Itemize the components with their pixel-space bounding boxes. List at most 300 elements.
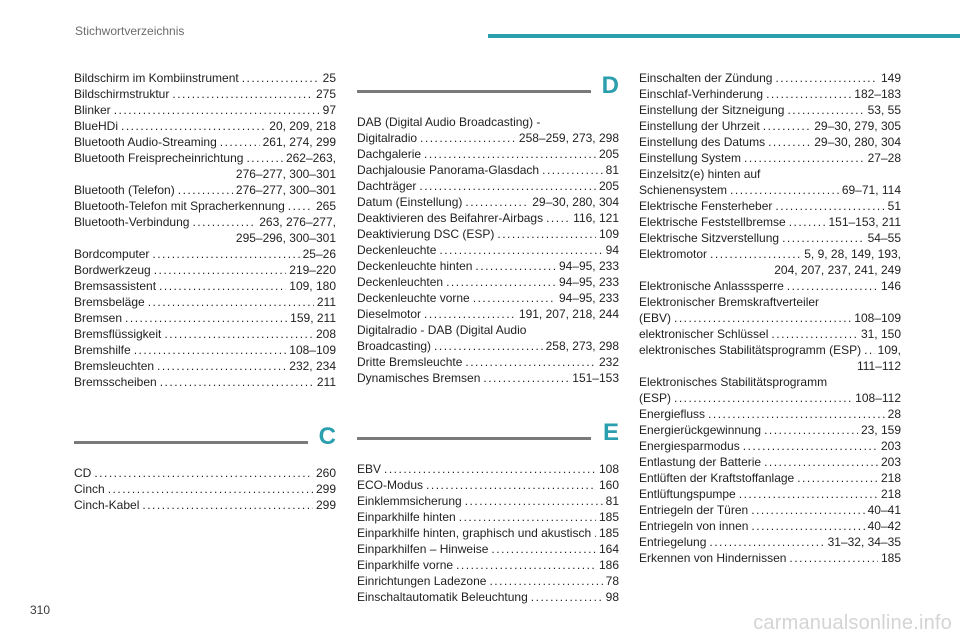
page-references: 109, (877, 343, 901, 357)
dot-leader (424, 146, 596, 162)
page-references-continued: 295–296, 300–301 (235, 231, 336, 245)
page-references: 299 (315, 482, 336, 496)
index-term-line: Digitalradio - DAB (Digital Audio (357, 323, 527, 337)
index-entry (639, 198, 901, 214)
index-entry (639, 422, 901, 438)
index-term: Elektrische Fensterheber (639, 199, 773, 213)
index-entry (639, 454, 901, 470)
dot-leader (159, 278, 286, 294)
page-references: 186 (598, 558, 619, 572)
section-letter: C (318, 423, 336, 450)
page-references: 218 (880, 487, 901, 501)
index-entry (639, 246, 901, 278)
index-entry-row (357, 162, 619, 178)
index-entry (74, 358, 336, 374)
page-references: 94–95, 233 (558, 291, 619, 305)
index-entry (357, 354, 619, 370)
index-term: Entriegelung (639, 535, 707, 549)
dot-leader (751, 518, 864, 534)
dot-leader (465, 354, 596, 370)
page-references: 108–109 (289, 343, 336, 357)
dot-leader (94, 465, 313, 481)
dot-leader (384, 461, 596, 477)
letter-section-header (74, 425, 336, 459)
section-divider-line (357, 90, 591, 93)
index-term: Bremsleuchten (74, 359, 155, 373)
index-entry (357, 573, 619, 589)
index-entry-row (357, 306, 619, 322)
page-references: 54–55 (867, 231, 901, 245)
index-entry (74, 342, 336, 358)
index-entry (74, 374, 336, 390)
index-entry-row (357, 477, 619, 493)
index-entry-row (74, 182, 336, 198)
index-entry-row (357, 290, 619, 306)
index-term: (ESP) (639, 391, 672, 405)
dot-leader (775, 70, 878, 86)
index-entry-row (639, 182, 901, 198)
index-entry-row (74, 70, 336, 86)
index-entry-row (74, 214, 336, 230)
page-references: 218 (880, 471, 901, 485)
index-entry (639, 518, 901, 534)
index-term: Dachgalerie (357, 147, 422, 161)
index-entry-row (639, 278, 901, 294)
page-references: 53, 55 (867, 103, 901, 117)
page-references: 276–277, 300–301 (235, 183, 336, 197)
index-column-3 (639, 70, 901, 566)
index-entry (357, 370, 619, 386)
index-term: Dachträger (357, 179, 417, 193)
index-entry (74, 294, 336, 310)
index-entry-row (639, 246, 901, 262)
index-entry-row (639, 326, 901, 342)
dot-leader (154, 262, 287, 278)
index-entry-row (74, 374, 336, 390)
dot-leader (491, 541, 596, 557)
page-references: 20, 209, 218 (269, 119, 336, 133)
page-references: 232, 234 (289, 359, 336, 373)
index-entry-row (357, 242, 619, 258)
index-entry (357, 322, 619, 354)
page-references: 109 (598, 227, 619, 241)
letter-section-header (357, 421, 619, 455)
index-entry (639, 102, 901, 118)
dot-leader (789, 550, 878, 566)
page-references: 203 (880, 455, 901, 469)
page-references: 5, 9, 28, 149, 193, (804, 247, 901, 261)
dot-leader (288, 198, 313, 214)
index-entry (639, 438, 901, 454)
index-term: Erkennen von Hindernissen (639, 551, 787, 565)
index-entry-row (639, 550, 901, 566)
index-entry-row (74, 294, 336, 310)
index-term: Einparkhilfe hinten (357, 510, 456, 524)
index-term: Entlüften der Kraftstoffanlage (639, 471, 795, 485)
index-entry-row (74, 358, 336, 374)
page-references: 25 (322, 71, 336, 85)
page-references: 219–220 (289, 263, 336, 277)
page-references: 263, 276–277, (259, 215, 336, 229)
dot-leader (148, 294, 314, 310)
index-term: (EBV) (639, 311, 672, 325)
index-term: Elektronische Anlasssperre (639, 279, 784, 293)
page-references: 81 (605, 494, 619, 508)
page-references: 160 (598, 478, 619, 492)
index-term: Einparkhilfe vorne (357, 558, 454, 572)
index-entry (74, 214, 336, 246)
index-entry-row (639, 534, 901, 550)
index-entry (639, 118, 901, 134)
index-entry (74, 86, 336, 102)
index-term: Cinch-Kabel (74, 498, 140, 512)
index-entry-row (357, 509, 619, 525)
dot-leader (475, 258, 556, 274)
index-entry-row (357, 274, 619, 290)
watermark: carmanualsonline.info (753, 612, 952, 634)
index-entry-row (74, 118, 336, 134)
index-term: Entriegeln der Türen (639, 503, 749, 517)
index-term: Dynamisches Bremsen (357, 371, 481, 385)
dot-leader (192, 214, 256, 230)
index-entry-row (639, 70, 901, 86)
page-references: 94–95, 233 (558, 275, 619, 289)
index-term: Einschlaf-Verhinderung (639, 87, 764, 101)
index-term: Elektromotor (639, 247, 708, 261)
index-term: Bordcomputer (74, 247, 150, 261)
index-entry (74, 118, 336, 134)
index-entry-row (357, 493, 619, 509)
index-term: Dachjalousie Panorama-Glasdach (357, 163, 540, 177)
index-entry-row (639, 454, 901, 470)
index-entry (357, 477, 619, 493)
dot-leader (787, 102, 864, 118)
index-term: Einstellung der Sitzneigung (639, 103, 785, 117)
index-entry (357, 589, 619, 605)
index-entry-row (357, 146, 619, 162)
index-term: Deaktivieren des Beifahrer-Airbags (357, 211, 544, 225)
index-term: Bremsscheiben (74, 375, 157, 389)
page-references-continued: 204, 207, 237, 241, 249 (774, 263, 901, 277)
index-entry-row (639, 342, 901, 358)
index-entry (639, 134, 901, 150)
index-entry-row (74, 150, 336, 166)
index-entry-row (639, 198, 901, 214)
index-entry (74, 182, 336, 198)
index-term: Einschalten der Zündung (639, 71, 773, 85)
page-references: 149 (880, 71, 901, 85)
index-entry-row (639, 406, 901, 422)
page-references: 164 (598, 542, 619, 556)
index-entry (639, 150, 901, 166)
index-entry (639, 70, 901, 86)
index-term: Elektrische Feststellbremse (639, 215, 786, 229)
dot-leader (787, 278, 878, 294)
index-entry (357, 178, 619, 194)
page-references: 258–259, 273, 298 (518, 131, 619, 145)
index-term: Einschaltautomatik Beleuchtung (357, 590, 528, 604)
index-entry-row (639, 438, 901, 454)
dot-leader (121, 118, 266, 134)
index-entry (639, 502, 901, 518)
dot-leader (763, 118, 812, 134)
index-entry-row (639, 230, 901, 246)
index-entry (357, 210, 619, 226)
page-references: 31, 150 (860, 327, 901, 341)
page-references: 211 (316, 375, 336, 389)
dot-leader (764, 422, 858, 438)
dot-leader (483, 370, 569, 386)
page-references: 116, 121 (573, 211, 619, 225)
page-references: 208 (315, 327, 336, 341)
dot-leader (152, 246, 299, 262)
index-entry (639, 342, 901, 374)
index-entry (639, 406, 901, 422)
index-column-2 (357, 70, 619, 605)
dot-leader (246, 150, 283, 166)
index-term: Bremsen (74, 311, 123, 325)
dot-leader (743, 438, 878, 454)
dot-leader (766, 86, 851, 102)
page-references: 27–28 (867, 151, 901, 165)
index-entry-row (357, 194, 619, 210)
dot-leader (220, 134, 260, 150)
dot-leader (108, 481, 313, 497)
index-entry-row (639, 310, 901, 326)
index-entry-row (74, 262, 336, 278)
section-spacer (357, 386, 619, 417)
index-entry-row (639, 134, 901, 150)
index-entry (74, 134, 336, 150)
index-term: Bildschirmstruktur (74, 87, 170, 101)
page-references: 261, 274, 299 (262, 135, 336, 149)
section-spacer (74, 390, 336, 421)
dot-leader (459, 509, 596, 525)
index-entry (74, 198, 336, 214)
index-term: Digitalradio (357, 131, 418, 145)
dot-leader (420, 130, 516, 146)
index-entry-row (357, 370, 619, 386)
index-entry (357, 493, 619, 509)
page-references: 146 (880, 279, 901, 293)
index-entry (357, 557, 619, 573)
dot-leader (775, 198, 884, 214)
index-term: Einstellung der Uhrzeit (639, 119, 760, 133)
index-entry-row (74, 465, 336, 481)
index-entry (639, 374, 901, 406)
dot-leader (434, 338, 543, 354)
dot-leader (771, 326, 858, 342)
index-entry (357, 114, 619, 146)
page-number: 310 (30, 603, 51, 617)
section-divider-line (74, 441, 308, 444)
index-entry (357, 242, 619, 258)
index-term: Einstellung System (639, 151, 742, 165)
index-term: Deckenleuchte (357, 243, 437, 257)
index-entry-row (74, 246, 336, 262)
index-term: Energiesparmodus (639, 439, 740, 453)
dot-leader (674, 390, 852, 406)
page-references: 185 (880, 551, 901, 565)
index-term: Bremshilfe (74, 343, 131, 357)
index-entry-row (357, 525, 619, 541)
index-entry-row (357, 541, 619, 557)
index-term: Bluetooth-Verbindung (74, 215, 190, 229)
page-references-continued: 111–112 (856, 359, 901, 373)
index-term: Bluetooth-Telefon mit Spracherkennung (74, 199, 285, 213)
index-entry (74, 310, 336, 326)
dot-leader (594, 525, 596, 541)
dot-leader (764, 454, 878, 470)
index-entry-row (639, 502, 901, 518)
index-term: Cinch (74, 482, 105, 496)
dot-leader (789, 214, 826, 230)
index-entry (74, 481, 336, 497)
index-term: Entlastung der Batterie (639, 455, 762, 469)
index-term: EBV (357, 462, 382, 476)
dot-leader (465, 493, 603, 509)
index-term: Schienensystem (639, 183, 728, 197)
letter-section-header (357, 74, 619, 108)
dot-leader (864, 342, 875, 358)
page-references: 94 (605, 243, 619, 257)
index-entry (639, 166, 901, 198)
index-entry-row (74, 342, 336, 358)
dot-leader (424, 306, 516, 322)
page-references: 51 (887, 199, 901, 213)
index-entry (639, 278, 901, 294)
index-entry (74, 465, 336, 481)
dot-leader (465, 194, 529, 210)
index-entry (639, 550, 901, 566)
index-entry (357, 461, 619, 477)
index-term: Energiefluss (639, 407, 706, 421)
index-entry-row (357, 338, 619, 354)
index-term: Einklemmsicherung (357, 494, 462, 508)
index-term: Deckenleuchten (357, 275, 444, 289)
index-term: Deckenleuchte vorne (357, 291, 470, 305)
page-references: 78 (605, 574, 619, 588)
index-term-line: Einzelsitz(e) hinten auf (639, 167, 761, 181)
dot-leader (419, 178, 596, 194)
page-references: 29–30, 280, 304 (814, 135, 901, 149)
page-references: 94–95, 233 (558, 259, 619, 273)
page-references: 31–32, 34–35 (827, 535, 901, 549)
index-term: BlueHDi (74, 119, 119, 133)
index-entry (639, 470, 901, 486)
index-entry-row (357, 573, 619, 589)
dot-leader (708, 406, 885, 422)
index-term-line: DAB (Digital Audio Broadcasting) - (357, 115, 541, 129)
index-entry-row (639, 86, 901, 102)
index-entry (357, 226, 619, 242)
dot-leader (489, 573, 602, 589)
page-references: 159, 211 (290, 311, 336, 325)
page-references: 275 (315, 87, 336, 101)
index-entry-row (357, 210, 619, 226)
dot-leader (730, 182, 839, 198)
index-entry-row (74, 497, 336, 513)
index-term: Einstellung des Datums (639, 135, 766, 149)
dot-leader (178, 182, 233, 198)
page-references: 25–26 (302, 247, 336, 261)
index-entry (639, 86, 901, 102)
section-divider-line (357, 437, 591, 440)
index-entry-row (74, 198, 336, 214)
index-entry (74, 278, 336, 294)
index-entry (74, 326, 336, 342)
dot-leader (739, 486, 878, 502)
index-term: elektronischer Schlüssel (639, 327, 769, 341)
index-entry-row (74, 326, 336, 342)
index-entry-row (639, 486, 901, 502)
page-references: 108–112 (855, 391, 901, 405)
index-entry-row (74, 86, 336, 102)
dot-leader (497, 226, 596, 242)
dot-leader (710, 246, 801, 262)
dot-leader (744, 150, 865, 166)
index-entry-row (74, 278, 336, 294)
index-entry (357, 258, 619, 274)
index-entry-row (357, 226, 619, 242)
index-entry (357, 541, 619, 557)
dot-leader (674, 310, 851, 326)
page-references: 69–71, 114 (841, 183, 901, 197)
index-term: CD (74, 466, 92, 480)
index-term: Deaktivierung DSC (ESP) (357, 227, 495, 241)
index-term: ECO-Modus (357, 478, 424, 492)
page-references: 205 (598, 179, 619, 193)
index-entry-row (357, 461, 619, 477)
dot-leader (542, 162, 603, 178)
index-term: Bremsassistent (74, 279, 157, 293)
index-entry-row (639, 390, 901, 406)
index-entry-row (74, 102, 336, 118)
section-letter: D (601, 72, 619, 99)
index-term: Bordwerkzeug (74, 263, 151, 277)
index-entry (639, 214, 901, 230)
index-entry-row (639, 102, 901, 118)
index-entry (357, 146, 619, 162)
dot-leader (172, 86, 313, 102)
page-references: 109, 180 (289, 279, 336, 293)
index-term: elektronisches Stabilitätsprogramm (ESP) (639, 343, 862, 357)
dot-leader (709, 534, 824, 550)
index-entry (74, 497, 336, 513)
index-term: Bluetooth (Telefon) (74, 183, 175, 197)
dot-leader (456, 557, 596, 573)
page-references: 23, 159 (860, 423, 901, 437)
index-entry-row (639, 214, 901, 230)
index-entry (639, 486, 901, 502)
index-entry-row (639, 150, 901, 166)
index-entry (357, 194, 619, 210)
page-references: 185 (598, 526, 619, 540)
index-entry (357, 162, 619, 178)
index-entry (357, 274, 619, 290)
dot-leader (439, 242, 602, 258)
index-entry-row (357, 589, 619, 605)
index-entry (74, 102, 336, 118)
page-references: 29–30, 280, 304 (532, 195, 619, 209)
page-references: 232 (598, 355, 619, 369)
page-references: 97 (322, 103, 336, 117)
page-references: 151–153, 211 (828, 215, 901, 229)
index-entry (639, 230, 901, 246)
dot-leader (157, 358, 286, 374)
index-term: Bremsbeläge (74, 295, 145, 309)
page-references: 151–153 (572, 371, 619, 385)
